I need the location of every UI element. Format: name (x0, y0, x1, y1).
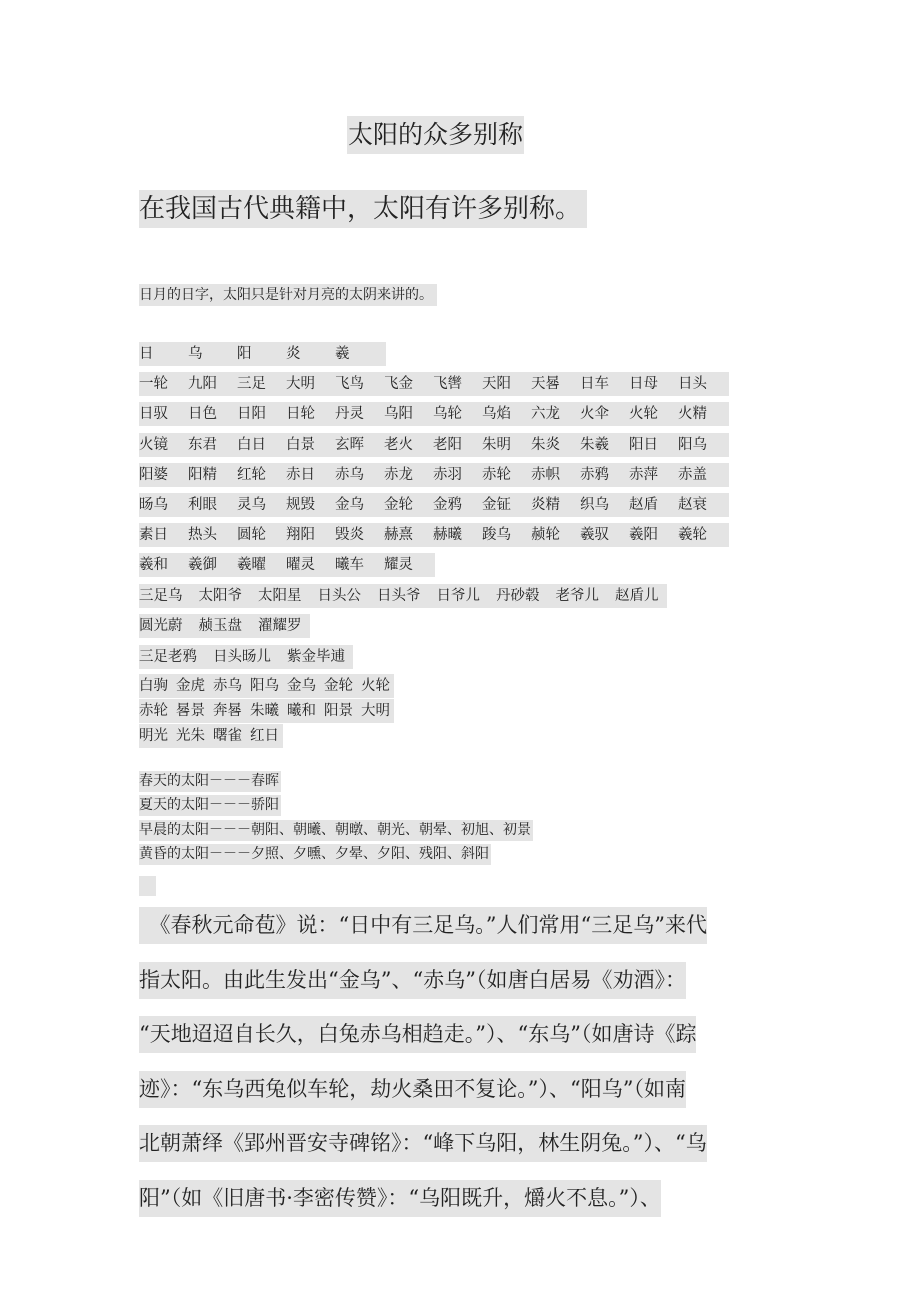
alias-word: 曙雀 (213, 728, 242, 744)
alias-word: 利眼 (188, 497, 217, 513)
alias-word: 明光 (139, 728, 168, 744)
alias-word: 圆轮 (237, 527, 266, 544)
alias-word: 火伞 (580, 406, 609, 423)
alias-word: 阳日 (629, 436, 658, 453)
alias-word: 朱曦 (250, 703, 279, 719)
alias-word: 赵盾儿 (615, 588, 659, 604)
alias-word: 朱羲 (580, 436, 609, 453)
alias-word: 火轮 (629, 406, 658, 423)
alias-word: 阳乌 (250, 678, 279, 694)
alias-word: 日头公 (317, 588, 361, 604)
alias-word: 赤乌 (213, 678, 242, 694)
paragraph-line: 北朝萧绎《郢州晋安寺碑铭》：“峰下乌阳，林生阴兔。”）、“乌 (139, 1125, 707, 1162)
paragraph-line: 迹》：“东乌西兔似车轮，劫火桑田不复论。”）、“阳乌”（如南 (139, 1071, 686, 1108)
alias-word: 羲 (335, 346, 350, 362)
alias-word: 金乌 (287, 678, 316, 694)
alias-word: 飞金 (384, 376, 413, 393)
alias-word: 旸乌 (139, 497, 168, 513)
alias-word: 炎 (286, 346, 301, 362)
alias-word: 白驹 (139, 678, 168, 694)
alias-word: 炎精 (531, 497, 560, 513)
alias-word: 赤轮 (139, 703, 168, 719)
alias-word: 羲轮 (678, 527, 707, 544)
alias-word: 赫熹 (384, 527, 413, 544)
alias-word: 金虎 (176, 678, 205, 694)
alias-word: 日车 (580, 376, 609, 393)
alias-word: 毁炎 (335, 527, 364, 544)
alias-word: 织乌 (580, 497, 609, 513)
alias-word: 赤龙 (384, 466, 413, 483)
alias-word: 阳乌 (678, 436, 707, 453)
alias-word: 赤轮 (482, 466, 511, 483)
alias-row (139, 724, 283, 748)
alias-row (139, 463, 729, 487)
alias-word: 羲和 (139, 557, 168, 574)
alias-word: 金钲 (482, 497, 511, 513)
alias-word: 素日 (139, 527, 168, 544)
alias-row (139, 342, 386, 366)
alias-word: 赫曦 (433, 527, 462, 544)
alias-word: 三足老鸦 (139, 648, 197, 665)
alias-word: 三足乌 (139, 588, 183, 604)
alias-row (139, 402, 729, 426)
alias-word: 朱炎 (531, 436, 560, 453)
alias-word: 大明 (286, 376, 315, 393)
alias-word: 金轮 (384, 497, 413, 513)
alias-row (139, 584, 667, 608)
empty-highlight-box (139, 876, 156, 896)
alias-word: 丹砂毂 (496, 588, 540, 604)
alias-word: 日色 (188, 406, 217, 423)
season-line: 春天的太阳－－－春晖 (139, 771, 281, 792)
paragraph-line: 指太阳。由此生发出“金乌”、“赤乌”（如唐白居易《劝酒》： (139, 962, 686, 999)
alias-row (139, 433, 729, 457)
alias-word: 赤乌 (335, 466, 364, 483)
alias-word: 玄晖 (335, 436, 364, 453)
alias-row (139, 372, 729, 396)
alias-word: 白景 (286, 436, 315, 453)
alias-word: 阳精 (188, 466, 217, 483)
intro-line: 日月的日字，太阳只是针对月亮的太阴来讲的。 (139, 284, 437, 306)
page-subtitle: 在我国古代典籍中，太阳有许多别称。 (139, 190, 587, 228)
alias-word: 赵盾 (629, 497, 658, 513)
alias-word: 羲御 (188, 557, 217, 574)
alias-word: 奔晷 (213, 703, 242, 719)
alias-word: 圆光蔚 (139, 618, 183, 635)
alias-word: 灵乌 (237, 497, 266, 513)
alias-word: 阳 (237, 346, 252, 362)
alias-word: 赪轮 (531, 527, 560, 544)
alias-word: 三足 (237, 376, 266, 393)
alias-word: 日 (139, 346, 154, 362)
alias-word: 白日 (237, 436, 266, 453)
alias-word: 红轮 (237, 466, 266, 483)
season-line: 早晨的太阳－－－朝阳、朝曦、朝暾、朝光、朝晕、初旭、初景 (139, 820, 533, 841)
alias-row (139, 493, 729, 517)
alias-word: 金鸦 (433, 497, 462, 513)
alias-word: 羲阳 (629, 527, 658, 544)
alias-word: 天阳 (482, 376, 511, 393)
paragraph-line: 阳”（如《旧唐书·李密传赞》：“乌阳既升，爝火不息。”）、 (139, 1180, 661, 1217)
alias-word: 日驭 (139, 406, 168, 423)
alias-word: 金轮 (324, 678, 353, 694)
alias-word: 规毁 (286, 497, 315, 513)
alias-word: 踆乌 (482, 527, 511, 544)
paragraph-line: “天地迢迢自长久，白兔赤乌相趋走。”）、“东乌”（如唐诗《踪 (139, 1016, 696, 1053)
alias-word: 日爷儿 (436, 588, 480, 604)
alias-word: 太阳爷 (198, 588, 242, 604)
alias-row (139, 674, 394, 698)
alias-word: 六龙 (531, 406, 560, 423)
alias-word: 丹灵 (335, 406, 364, 423)
alias-word: 乌 (188, 346, 203, 362)
alias-word: 赵衰 (678, 497, 707, 513)
alias-word: 日阳 (237, 406, 266, 423)
alias-word: 火镜 (139, 436, 168, 453)
alias-word: 火精 (678, 406, 707, 423)
alias-word: 羲驭 (580, 527, 609, 544)
alias-word: 赤盖 (678, 466, 707, 483)
alias-row (139, 645, 353, 669)
season-line: 夏天的太阳－－－骄阳 (139, 795, 281, 816)
alias-word: 乌阳 (384, 406, 413, 423)
season-line: 黄昏的太阳－－－夕照、夕曛、夕晕、夕阳、残阳、斜阳 (139, 844, 491, 865)
alias-word: 耀灵 (384, 557, 413, 574)
alias-word: 天晷 (531, 376, 560, 393)
alias-word: 九阳 (188, 376, 217, 393)
alias-word: 阳景 (324, 703, 353, 719)
alias-word: 红日 (250, 728, 279, 744)
page-title: 太阳的众多别称 (347, 116, 524, 154)
alias-word: 乌轮 (433, 406, 462, 423)
alias-word: 赪玉盘 (198, 618, 242, 635)
alias-word: 朱明 (482, 436, 511, 453)
alias-word: 火轮 (361, 678, 390, 694)
alias-row (139, 523, 729, 547)
alias-word: 金乌 (335, 497, 364, 513)
alias-word: 赤帜 (531, 466, 560, 483)
alias-word: 赤鸦 (580, 466, 609, 483)
alias-row (139, 553, 435, 577)
alias-word: 赤羽 (433, 466, 462, 483)
alias-word: 濯耀罗 (258, 618, 302, 635)
alias-word: 大明 (361, 703, 390, 719)
alias-word: 老火 (384, 436, 413, 453)
alias-word: 羲曜 (237, 557, 266, 574)
alias-word: 日头 (678, 376, 707, 393)
alias-word: 太阳星 (258, 588, 302, 604)
alias-word: 东君 (188, 436, 217, 453)
alias-word: 曦车 (335, 557, 364, 574)
alias-word: 日头旸儿 (213, 648, 271, 665)
alias-word: 日母 (629, 376, 658, 393)
alias-word: 一轮 (139, 376, 168, 393)
alias-row (139, 614, 310, 638)
alias-word: 曜灵 (286, 557, 315, 574)
alias-word: 紫金毕逋 (287, 648, 345, 665)
alias-word: 飞鸟 (335, 376, 364, 393)
alias-row (139, 699, 394, 723)
alias-word: 光朱 (176, 728, 205, 744)
alias-word: 阳婆 (139, 466, 168, 483)
alias-word: 晷景 (176, 703, 205, 719)
alias-word: 日轮 (286, 406, 315, 423)
alias-word: 赤萍 (629, 466, 658, 483)
alias-word: 飞辔 (433, 376, 462, 393)
alias-word: 曦和 (287, 703, 316, 719)
alias-word: 热头 (188, 527, 217, 544)
alias-word: 赤日 (286, 466, 315, 483)
alias-word: 日头爷 (377, 588, 421, 604)
alias-word: 老爷儿 (555, 588, 599, 604)
alias-word: 乌焰 (482, 406, 511, 423)
alias-word: 老阳 (433, 436, 462, 453)
paragraph-line: 《春秋元命苞》说：“日中有三足乌。”人们常用“三足乌”来代 (139, 907, 707, 944)
alias-word: 翔阳 (286, 527, 315, 544)
